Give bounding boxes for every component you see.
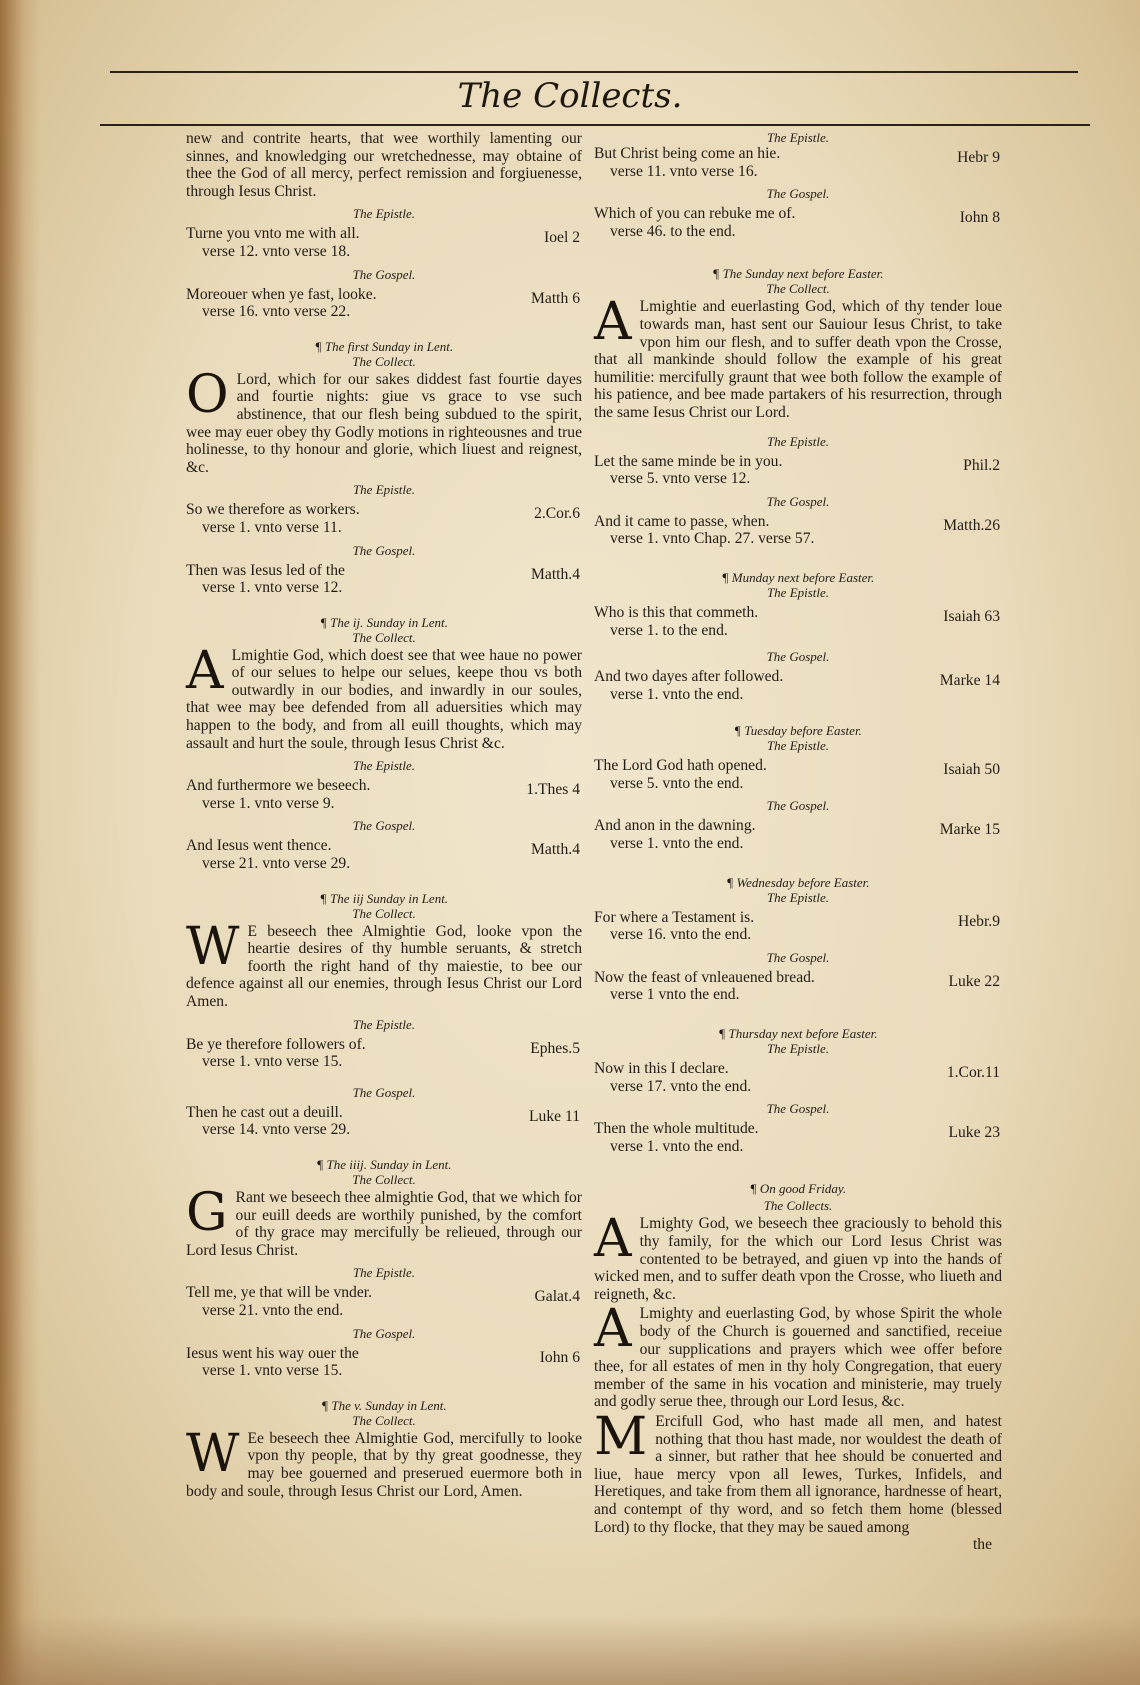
- reading-incipit: Which of you can rebuke me of.: [594, 205, 796, 223]
- gospel-label: The Gospel.: [766, 949, 830, 965]
- reading-ref: [186, 1345, 582, 1380]
- reading-incipit: Who is this that commeth.: [594, 603, 759, 621]
- epistle-label: The Epistle.: [352, 482, 416, 498]
- reading-ref: [594, 145, 1002, 180]
- section-heading: ¶ Tuesday before Easter.: [734, 723, 862, 739]
- reading-citation: 1.Cor.11: [946, 1064, 1000, 1082]
- reading-verses: verse 5. vnto verse 12.: [610, 470, 751, 488]
- drop-initial: O: [186, 364, 229, 425]
- reading-ref: [186, 777, 582, 812]
- collect-body: Ee beseech thee Almightie God, mercifully to looke vpon thy people, that by thy great goodnesse, they may bee gouerned and preserued euermore both in body and soule, through Iesus Christ our Lord, Amen.: [186, 1429, 582, 1500]
- collect-body: Rant we beseech thee almightie God, that we which for our euill deeds are worthily punished, by the comfort of thy grace may mercifully be relieued, through our Lord Iesus Christ.: [186, 1188, 582, 1259]
- collect-label: The Collect.: [352, 1171, 416, 1187]
- gospel-label: The Gospel.: [766, 798, 830, 814]
- reading-verses: verse 5. vnto the end.: [610, 774, 744, 792]
- reading-incipit: And it came to passe, when.: [594, 512, 770, 530]
- reading-ref: [594, 453, 1002, 488]
- reading-incipit: Then he cast out a deuill.: [186, 1103, 343, 1121]
- header-rule: [100, 124, 1090, 126]
- reading-verses: verse 1. vnto verse 15.: [202, 1362, 343, 1380]
- gospel-label: The Gospel.: [352, 818, 416, 834]
- reading-citation: Ioel 2: [544, 229, 580, 247]
- reading-verses: verse 1. vnto Chap. 27. verse 57.: [610, 530, 815, 548]
- gospel-label: The Gospel.: [352, 1084, 416, 1100]
- epistle-label: The Epistle.: [766, 1041, 830, 1057]
- section-heading: ¶ On good Friday.: [749, 1181, 847, 1197]
- collect-body: Lmighty and euerlasting God, by whose Spirit the whole body of the Church is gouerned and sanctified, receiue our supplications and prayers which wee offer before thee, for all estates of men in thy holy Congregation, that euery member of the same in his vocation and ministerie, may truely and godly serue thee, through our Lord Iesus, &c.: [594, 1305, 1002, 1411]
- epistle-label: The Epistle.: [766, 889, 830, 905]
- gospel-label: The Gospel.: [352, 266, 416, 282]
- collect-text: [594, 1209, 1002, 1303]
- reading-verses: verse 1. vnto verse 12.: [202, 579, 343, 597]
- epistle-label: The Epistle.: [766, 584, 830, 600]
- collect-text: [186, 1423, 582, 1500]
- catchword: the: [972, 1536, 992, 1554]
- epistle-label: The Epistle.: [352, 1265, 416, 1281]
- reading-incipit: And Iesus went thence.: [186, 837, 332, 855]
- reading-verses: verse 17. vnto the end.: [610, 1077, 752, 1095]
- reading-citation: Matth.4: [531, 565, 580, 583]
- reading-citation: Luke 11: [529, 1107, 580, 1125]
- collect-body: Lord, which for our sakes diddest fast fourtie dayes and fourtie nights: giue vs grace to vse such abstinence, that our flesh being subdued to the spirit, wee may euer obey thy Godly motions in righteousnes and true holinesse, to thy honour and glorie, which liuest and reignest, &c.: [186, 370, 582, 476]
- reading-citation: Hebr 9: [957, 149, 1000, 166]
- reading-ref: [186, 1284, 582, 1319]
- drop-initial: M: [594, 1406, 648, 1467]
- reading-verses: verse 11. vnto verse 16.: [610, 162, 758, 180]
- reading-verses: verse 1. vnto the end.: [610, 1137, 744, 1155]
- section-heading: ¶ The v. Sunday in Lent.: [321, 1397, 447, 1413]
- section-heading: ¶ The iij Sunday in Lent.: [319, 890, 449, 906]
- reading-citation: 1.Thes 4: [526, 781, 580, 799]
- reading-ref: [186, 1104, 582, 1139]
- running-head: The Collects.: [457, 76, 683, 116]
- drop-initial: G: [186, 1182, 228, 1243]
- reading-verses: verse 1. vnto verse 11.: [202, 518, 342, 536]
- reading-ref: [594, 969, 1002, 1004]
- gospel-label: The Gospel.: [766, 493, 830, 509]
- reading-ref: [594, 909, 1002, 944]
- reading-incipit: Tell me, ye that will be vnder.: [186, 1284, 372, 1302]
- collect-body: Lmightie God, which doest see that wee haue no power of our selues to helpe our selues, keepe thou vs both outwardly in our bodies, and inwardly in our soules, that wee may bee defended from all aduersities which may happen to the body, and from all euill thoughts, which may assault and hurt the soule, through Iesus Christ &c.: [186, 646, 582, 752]
- reading-ref: [594, 205, 1002, 240]
- epistle-label: The Epistle.: [766, 738, 830, 754]
- reading-verses: verse 46. to the end.: [610, 222, 736, 240]
- reading-incipit: Then the whole multitude.: [594, 1120, 759, 1138]
- reading-incipit: Turne you vnto me with all.: [186, 225, 360, 243]
- reading-verses: verse 1. to the end.: [610, 621, 728, 639]
- reading-incipit: And furthermore we beseech.: [186, 777, 371, 795]
- drop-initial: A: [594, 292, 632, 353]
- reading-citation: Isaiah 63: [943, 607, 1000, 625]
- reading-incipit: Now in this I declare.: [594, 1060, 729, 1078]
- drop-initial: A: [186, 640, 224, 701]
- reading-verses: verse 21. vnto verse 29.: [202, 855, 351, 873]
- reading-citation: Matth 6: [531, 289, 580, 307]
- reading-citation: Ephes.5: [530, 1039, 580, 1057]
- reading-citation: Luke 22: [948, 972, 1000, 990]
- reading-verses: verse 12. vnto verse 18.: [202, 242, 351, 260]
- epistle-label: The Epistle.: [766, 130, 830, 145]
- reading-ref: [594, 757, 1002, 792]
- reading-citation: Marke 15: [939, 821, 1000, 839]
- collect-label: The Collect.: [766, 281, 830, 297]
- collect-text: [186, 364, 582, 477]
- reading-ref: [186, 562, 582, 597]
- reading-ref: [594, 513, 1002, 548]
- collect-body: E beseech thee Almightie God, looke vpon the heartie desires of thy humble seruants, & stretch foorth the right hand of thy maiestie, to bee our defence against all our enemies, through Iesus Christ our Lord Amen.: [186, 922, 582, 1010]
- collect-label: The Collect.: [352, 1412, 416, 1428]
- reading-citation: Luke 23: [948, 1124, 1000, 1142]
- epistle-label: The Epistle.: [766, 433, 830, 449]
- gospel-label: The Gospel.: [766, 1101, 830, 1117]
- reading-verses: verse 1 vnto the end.: [610, 986, 740, 1004]
- gospel-label: The Gospel.: [352, 542, 416, 558]
- reading-ref: [186, 1036, 582, 1071]
- reading-citation: Marke 14: [939, 672, 1000, 690]
- reading-verses: verse 1. vnto the end.: [610, 835, 744, 853]
- reading-incipit: But Christ being come an hie.: [594, 145, 781, 162]
- reading-ref: [186, 286, 582, 321]
- collect-text: [594, 292, 1002, 421]
- reading-incipit: Then was Iesus led of the: [186, 561, 345, 579]
- drop-initial: A: [594, 1209, 632, 1270]
- collect-body: Ercifull God, who hast made all men, and hatest nothing that thou hast made, nor wouldest the death of a sinner, but rather that hee should be conuerted and liue, haue mercy vpon all Iewes, Turkes, Infidels, and Heretiques, and take from them all ignorance, hardnesse of heart, and contempt of thy word, and so fetch them home (blessed Lord) to thy flocke, that they may be saued among: [594, 1412, 1002, 1536]
- reading-citation: Isaiah 50: [943, 761, 1000, 779]
- reading-ref: [186, 501, 582, 536]
- reading-incipit: Be ye therefore followers of.: [186, 1035, 366, 1053]
- page-edge-stain: [0, 0, 40, 1685]
- epistle-label: The Epistle.: [352, 1016, 416, 1032]
- collect-label: The Collect.: [352, 905, 416, 921]
- section-heading: ¶ The first Sunday in Lent.: [314, 338, 454, 354]
- collect-body: Lmightie and euerlasting God, which of thy tender loue towards man, hast sent our Sauiour Iesus Christ, to take vpon him our flesh, and to suffer death vpon the Crosse, that all mankinde should follow the example of his great humilitie: mercifully graunt that wee both follow the example of his patience, and bee made partakers of his resurrection, through the same Iesus Christ our Lord.: [594, 298, 1002, 421]
- reading-verses: verse 16. vnto verse 22.: [202, 303, 351, 321]
- collect-continuation: new and contrite hearts, that wee worthily lamenting our sinnes, and knowledging our wretchednesse, may obtaine of thee the God of all mercy, perfect remission and forgiuenesse, through Iesus Christ.: [186, 130, 582, 200]
- reading-citation: Hebr.9: [957, 912, 1000, 930]
- gospel-label: The Gospel.: [766, 186, 830, 202]
- reading-citation: 2.Cor.6: [534, 505, 580, 523]
- collect-text: [594, 1406, 1002, 1536]
- reading-citation: Iohn 8: [959, 209, 1000, 227]
- collect-label: The Collects.: [763, 1198, 833, 1214]
- collect-text: [186, 1182, 582, 1259]
- section-heading: ¶ The Sunday next before Easter.: [712, 266, 884, 282]
- gospel-label: The Gospel.: [352, 1325, 416, 1341]
- left-column: [186, 130, 582, 1500]
- reading-ref: [594, 1120, 1002, 1155]
- reading-incipit: Now the feast of vnleauened bread.: [594, 968, 815, 986]
- section-heading: ¶ The iiij. Sunday in Lent.: [316, 1156, 452, 1172]
- reading-verses: verse 1. vnto the end.: [610, 685, 744, 703]
- reading-verses: verse 1. vnto verse 15.: [202, 1053, 343, 1071]
- section-heading: ¶ Munday next before Easter.: [721, 569, 875, 585]
- collect-label: The Collect.: [352, 629, 416, 645]
- reading-incipit: Let the same minde be in you.: [594, 452, 783, 470]
- reading-ref: [186, 225, 582, 260]
- reading-ref: [186, 837, 582, 872]
- right-column: [594, 130, 1002, 1554]
- reading-incipit: And two dayes after followed.: [594, 668, 784, 686]
- bottom-edge-stain: [0, 1615, 1140, 1685]
- reading-ref: [594, 1060, 1002, 1095]
- epistle-label: The Epistle.: [352, 758, 416, 774]
- reading-incipit: So we therefore as workers.: [186, 501, 360, 519]
- section-heading: ¶ Wednesday before Easter.: [726, 874, 870, 890]
- collect-text: [186, 640, 582, 753]
- section-heading: ¶ Thursday next before Easter.: [718, 1026, 878, 1042]
- reading-citation: Phil.2: [963, 456, 1000, 474]
- reading-citation: Matth.4: [531, 841, 580, 859]
- reading-ref: [594, 604, 1002, 639]
- drop-initial: W: [186, 916, 240, 977]
- reading-citation: Matth.26: [943, 516, 1000, 534]
- drop-initial: W: [186, 1423, 240, 1484]
- reading-incipit: And anon in the dawning.: [594, 817, 756, 835]
- reading-verses: verse 1. vnto verse 9.: [202, 794, 335, 812]
- section-heading: ¶ The ij. Sunday in Lent.: [320, 614, 448, 630]
- reading-incipit: The Lord God hath opened.: [594, 757, 767, 775]
- gospel-label: The Gospel.: [766, 649, 830, 665]
- reading-verses: verse 16. vnto the end.: [610, 926, 752, 944]
- reading-ref: [594, 668, 1002, 703]
- reading-verses: verse 14. vnto verse 29.: [202, 1121, 351, 1139]
- reading-incipit: Moreouer when ye fast, looke.: [186, 285, 377, 303]
- reading-verses: verse 21. vnto the end.: [202, 1301, 344, 1319]
- reading-ref: [594, 817, 1002, 852]
- epistle-label: The Epistle.: [352, 206, 416, 222]
- reading-citation: Galat.4: [534, 1288, 580, 1306]
- reading-incipit: For where a Testament is.: [594, 908, 755, 926]
- top-rule: [110, 71, 1078, 73]
- collect-text: [594, 1299, 1002, 1411]
- collect-label: The Collect.: [352, 353, 416, 369]
- collect-text: [186, 916, 582, 1011]
- reading-incipit: Iesus went his way ouer the: [186, 1344, 359, 1362]
- collect-body: Lmighty God, we beseech thee graciously to behold this thy family, for the which our Lord Iesus Christ was contented to be betrayed, and giuen vp into the hands of wicked men, and to suffer death vpon the Crosse, who liueth and reigneth, &c.: [594, 1215, 1002, 1303]
- drop-initial: A: [594, 1299, 632, 1360]
- reading-citation: Iohn 6: [539, 1348, 580, 1366]
